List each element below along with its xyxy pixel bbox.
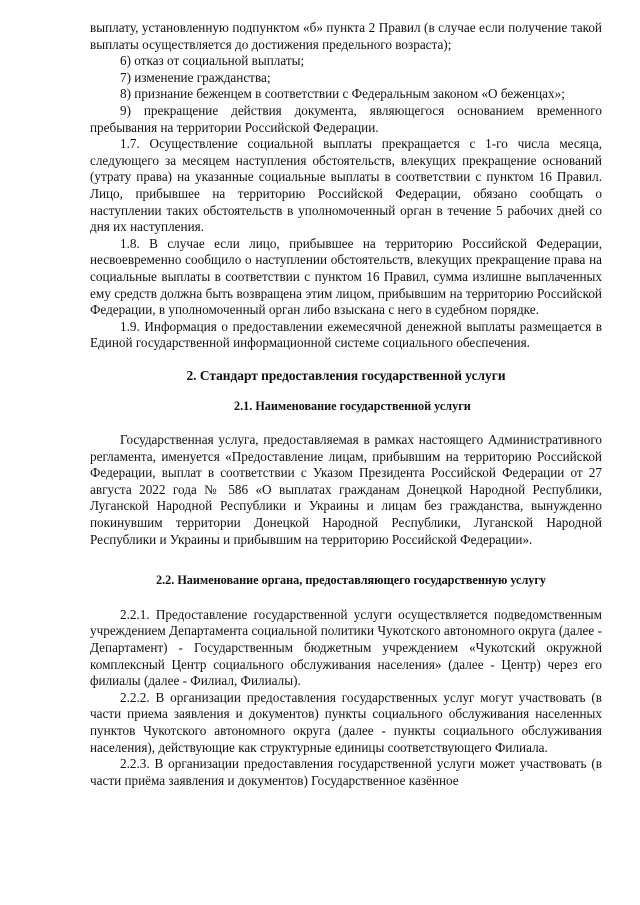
document-page	[90, 20, 602, 789]
intro-continuation: выплату, установленную подпунктом «б» пункта 2 Правил (в случае если получение такой выплаты осуществляется до достижения предельного возраста);	[90, 20, 602, 52]
list-item: 9) прекращение действия документа, являющегося основанием временного пребывания на территории Российской Федерации.	[90, 102, 602, 135]
list-item: 8) признание беженцем в соответствии с Федеральным законом «О беженцах»;	[120, 86, 565, 102]
paragraph-2-2-2: 2.2.2. В организации предоставления государственных услуг могут участвовать (в части приема заявления и документов) пункты социального обслуживания населенных пунктов Чукотского автономного округа (далее - пункты социального обслуживания населения), действующие как структурные единицы соответствующего Филиала.	[90, 689, 602, 755]
section-2-heading: 2. Стандарт предоставления государственной услуги	[186, 367, 506, 383]
list-item: 7) изменение гражданства;	[120, 69, 271, 85]
paragraph-1-9: 1.9. Информация о предоставлении ежемесячной денежной выплаты размещается в Единой государственной информационной системе социального обеспечения.	[90, 318, 602, 351]
paragraph-1-7: 1.7. Осуществление социальной выплаты прекращается с 1-го числа месяца, следующего за месяцем наступления обстоятельств, влекущих прекращение оснований (утрату права) на указанные социальные выплаты в соответствии с пунктом 16 Правил. Лицо, прибывшее на территорию Российской Федерации, обязано сообщать о наступлении таких обстоятельств в уполномоченный орган в течение 5 рабочих дней со дня их наступления.	[90, 136, 602, 235]
paragraph-2-1: Государственная услуга, предоставляемая в рамках настоящего Административного регламента, именуется «Предоставление лицам, прибывшим на территорию Российской Федерации, выплат в соответствии с Указом Президента Российской Федерации от 27 августа 2022 года № 586 «О выплатах гражданам Донецкой Народной Республики, Луганской Народной Республики и Украины и лицам без гражданства, вынужденно покинувшим территории Донецкой Народной Республики, Луганской Народной Республики и Украины и прибывшим на территорию Российской Федерации».	[90, 432, 602, 547]
paragraph-2-2-1: 2.2.1. Предоставление государственной услуги осуществляется подведомственным учреждением Департамента социальной политики Чукотского автономного округа (далее - Департамент) - Государственным бюджетным учреждением «Чукотский окружной комплексный Центр социального обслуживания населения» (далее - Центр) через его филиалы (далее - Филиал, Филиалы).	[90, 606, 602, 689]
paragraph-1-8: 1.8. В случае если лицо, прибывшее на территорию Российской Федерации, несвоевременно сообщило о наступлении обстоятельств, влекущих прекращение права на социальные выплаты в соответствии с пунктом 16 Правил, сумма излишне выплаченных ему средств должна быть возвращена этим лицом, прибывшим на территорию Российской Федерации, в уполномоченный орган либо взыскана с него в судебном порядке.	[90, 235, 602, 318]
section-2-2-heading: 2.2. Наименование органа, предоставляющего государственную услугу	[156, 573, 547, 588]
list-item: 6) отказ от социальной выплаты;	[120, 53, 305, 69]
section-2-1-heading: 2.1. Наименование государственной услуги	[234, 399, 471, 414]
paragraph-2-2-3: 2.2.3. В организации предоставления государственной услуги может участвовать (в части приёма заявления и документов) Государственное казённое	[90, 756, 602, 788]
